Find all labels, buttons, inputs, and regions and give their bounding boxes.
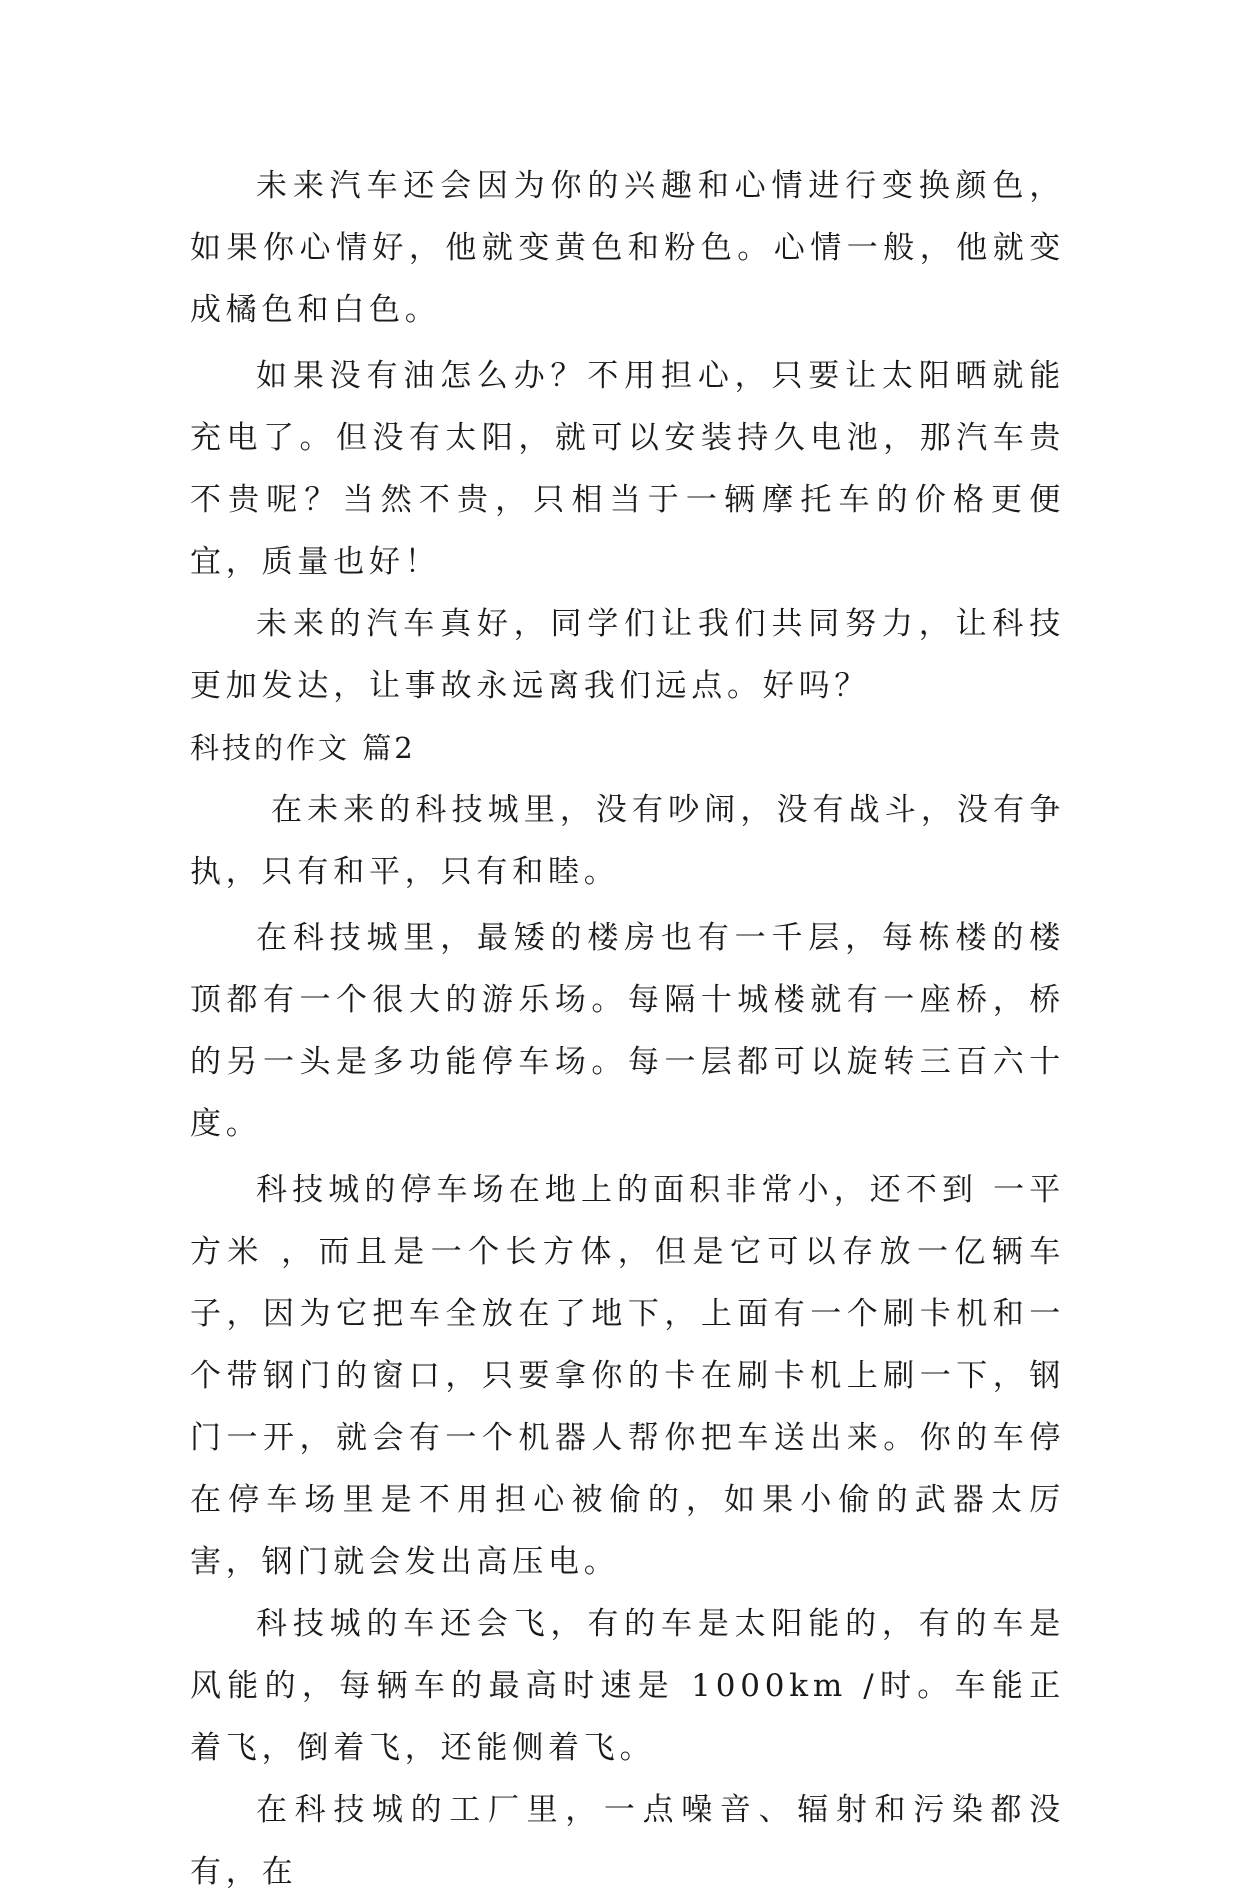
paragraph-tech-city-parking: 科技城的停车场在地上的面积非常小，还不到 一平方米 ，而且是一个长方体，但是它可以存放一亿辆车子，因为它把车全放在了地下，上面有一个刷卡机和一个带钢门的窗口，只要拿你的卡在刷卡机上刷一下，钢门一开，就会有一个机器人帮你把车送出来。你的车停在停车场里是不用担心被偷的，如果小偷的武器太厉害，钢门就会发出高压电。 <box>190 1172 1065 1580</box>
paragraph-car-fuel: 如果没有油怎么办？不用担心，只要让太阳晒就能充电了。但没有太阳，就可以安装持久电池，那汽车贵不贵呢？当然不贵，只相当于一辆摩托车的价格更便宜，质量也好！ <box>190 358 1065 580</box>
paragraph-tech-city-factory: 在科技城的工厂里，一点噪音、辐射和污染都没有，在 <box>190 1792 1065 1890</box>
paragraph-car-conclusion: 未来的汽车真好，同学们让我们共同努力，让科技更加发达，让事故永远离我们远点。好吗？ <box>190 606 1065 704</box>
document-body <box>190 155 1065 1903</box>
section-heading: 科技的作文 篇2 <box>190 731 416 765</box>
paragraph-tech-city-intro: 在未来的科技城里，没有吵闹，没有战斗，没有争执，只有和平，只有和睦。 <box>190 792 1065 890</box>
paragraph-car-color: 未来汽车还会因为你的兴趣和心情进行变换颜色，如果你心情好，他就变黄色和粉色。心情一般，他就变成橘色和白色。 <box>190 168 1065 328</box>
paragraph-tech-city-cars: 科技城的车还会飞，有的车是太阳能的，有的车是风能的，每辆车的最高时速是 1000km /时。车能正着飞，倒着飞，还能侧着飞。 <box>190 1606 1065 1766</box>
paragraph-tech-city-buildings: 在科技城里，最矮的楼房也有一千层，每栋楼的楼顶都有一个很大的游乐场。每隔十城楼就有一座桥，桥的另一头是多功能停车场。每一层都可以旋转三百六十度。 <box>190 920 1065 1142</box>
